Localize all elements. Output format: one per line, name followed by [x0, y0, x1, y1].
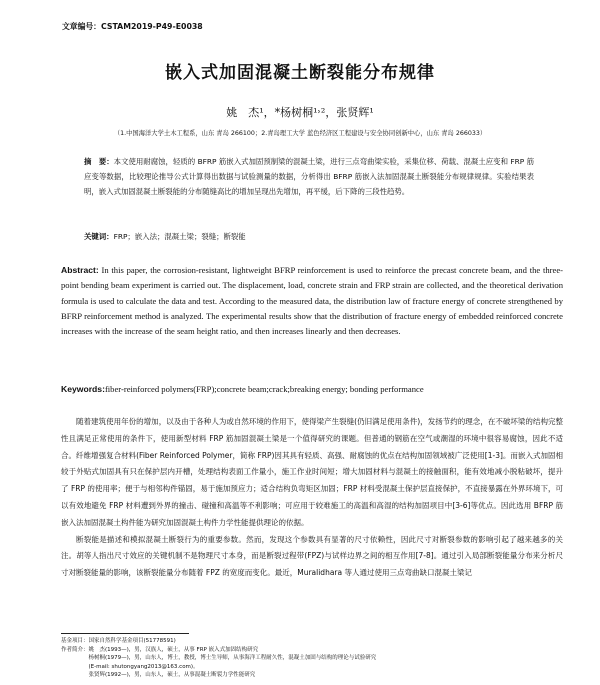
abstract-en-label: Abstract: — [61, 265, 99, 275]
author-list: 姚 杰¹，*杨树桐¹˒²，张贤辉¹ — [226, 106, 374, 119]
abstract-cn-label: 摘 要： — [84, 157, 114, 166]
keywords-cn-label: 关键词： — [84, 232, 114, 241]
footnote-fund: 基金项目：国家自然科学基金项目(51778591) — [61, 638, 176, 644]
footnote-author-2: 杨树桐(1979—)，男，山东人，博士，教授，博士生导师，从事海洋工程耐久性，混凝土加固与结构的理论与试验研究 — [61, 655, 377, 662]
body-paragraph-2: 断裂能是描述和模拟混凝土断裂行为的重要参数。然而，发现这个参数具有显著的尺寸依赖性，因此尺寸对断裂参数的影响引起了越来越多的关注。胡等人指出尺寸效应的关键机制不是物理尺寸本身，而是断裂过程带(FPZ)与试样边界之间的相互作用[7-8]。通过引入局部断裂能量分布来分析尺寸对断裂能量的影响，该断裂能量分布随着 FPZ 的宽度而变化。最近，Muralidhara 等人通过使用三点弯曲缺口混凝土梁记 — [61, 534, 563, 578]
keywords-en-label: Keywords: — [61, 384, 105, 394]
keywords-en-text: fiber-reinforced polymers(FRP);concrete beam;crack;breaking energy; bonding performance — [104, 384, 424, 394]
keywords-chinese — [84, 231, 534, 242]
abstract-cn-text: 本文使用耐腐蚀，轻质的 BFRP 筋嵌入式加固预制梁的混凝土梁，进行三点弯曲梁实验，采集位移、荷载、混凝土应变和 FRP 筋应变等数据，比较理论推导公式计算得出数据与试验测量的数据，分析得出 BFRP 筋嵌入法加固混凝土断裂能分布规律规律。实验结果表明，嵌入式加固混凝土断裂能的分布随缝高比的增加呈现出先增加，再平缓，后下降的三段性趋势。 — [84, 157, 534, 197]
footnote-divider — [61, 633, 189, 634]
abstract-english — [61, 263, 563, 339]
body-paragraph-1: 随着建筑使用年份的增加，以及由于各种人为或自然环境的作用下，使得梁产生裂缝(仍旧满足使用条件)，发扬节约的理念，在不破坏梁的结构完整性且满足正常使用的条件下，使用新型材料 FRP 筋加固混凝土梁是一个值得研究的课题。但普通的钢筋在空气或潮湿的环境中很容易腐蚀，因此不适合。纤维增强复合材料(Fiber Reinforced Polymer，简称 FRP)因其具有轻质、高强、耐腐蚀的优点在结构加固领域被广泛使用[1-3]。而嵌入式加固相较于外贴式加固具有只在保护层内开槽，处理结构表面工作量小，施工作业时间短；增大加固材料与混凝土的接触面积，能有效地减小脱粘破坏，提升了 FRP 的使用率；便于与相邻构件锚固，易于施加预应力；适合结构负弯矩区加固；FRP 材料受混凝土保护层直接保护，不直接暴露在外界环境下，可以有效地避免 FRP 材料遭到外界的撞击、碰撞和高温等不利影响；可应用于较难施工的高温和高湿的结构加固项目中[3-6]等优点。因此选用 BFRP 筋嵌入法加固混凝土构件能为研究加固混凝土构件力学性能提供理论的依据。 — [61, 417, 563, 527]
keywords-english — [61, 384, 571, 394]
footnote-email: (E-mail: shutongyang2013@163.com)。 — [61, 663, 199, 670]
keywords-cn-text: FRP；嵌入法；混凝土梁；裂缝；断裂能 — [113, 232, 246, 241]
body-text — [61, 414, 563, 582]
footnote-author-1: 作者简介：姚 杰(1993—)，男，汉族人，硕士，从事 FRP 嵌入式加固结构研究 — [61, 646, 259, 653]
abstract-chinese — [84, 154, 534, 200]
footnotes — [61, 637, 563, 680]
affiliation: （1.中国海洋大学土木工程系，山东 青岛 266100；2.青岛理工大学 蓝色经济区工程建设与安全协同创新中心，山东 青岛 266033） — [113, 130, 487, 137]
abstract-en-text: In this paper, the corrosion-resistant, lightweight BFRP reinforcement is used to reinforce the precast concrete beam, and the three-point bending beam experiment is carried out. The displacement, load, concrete strain and FRP strain are collected, and the theoretical derivation formula is used to calculate the data and test. According to the measured data, the distribution law of fracture energy of concrete strengthened by BFRP reinforcement method is analyzed. The experimental results show that the distribution of fracture energy of embedded reinforced concrete increases with the increase of the seam height ratio, and then increases linearly and then decreases. — [61, 265, 563, 337]
paper-title: 嵌入式加固混凝土断裂能分布规律 — [165, 63, 435, 83]
document-id: 文章编号：CSTAM2019-P49-E0038 — [62, 22, 203, 31]
footnote-author-3: 张贤辉(1992—)，男，山东人，硕士，从事混凝土断裂力学性能研究 — [61, 672, 256, 679]
